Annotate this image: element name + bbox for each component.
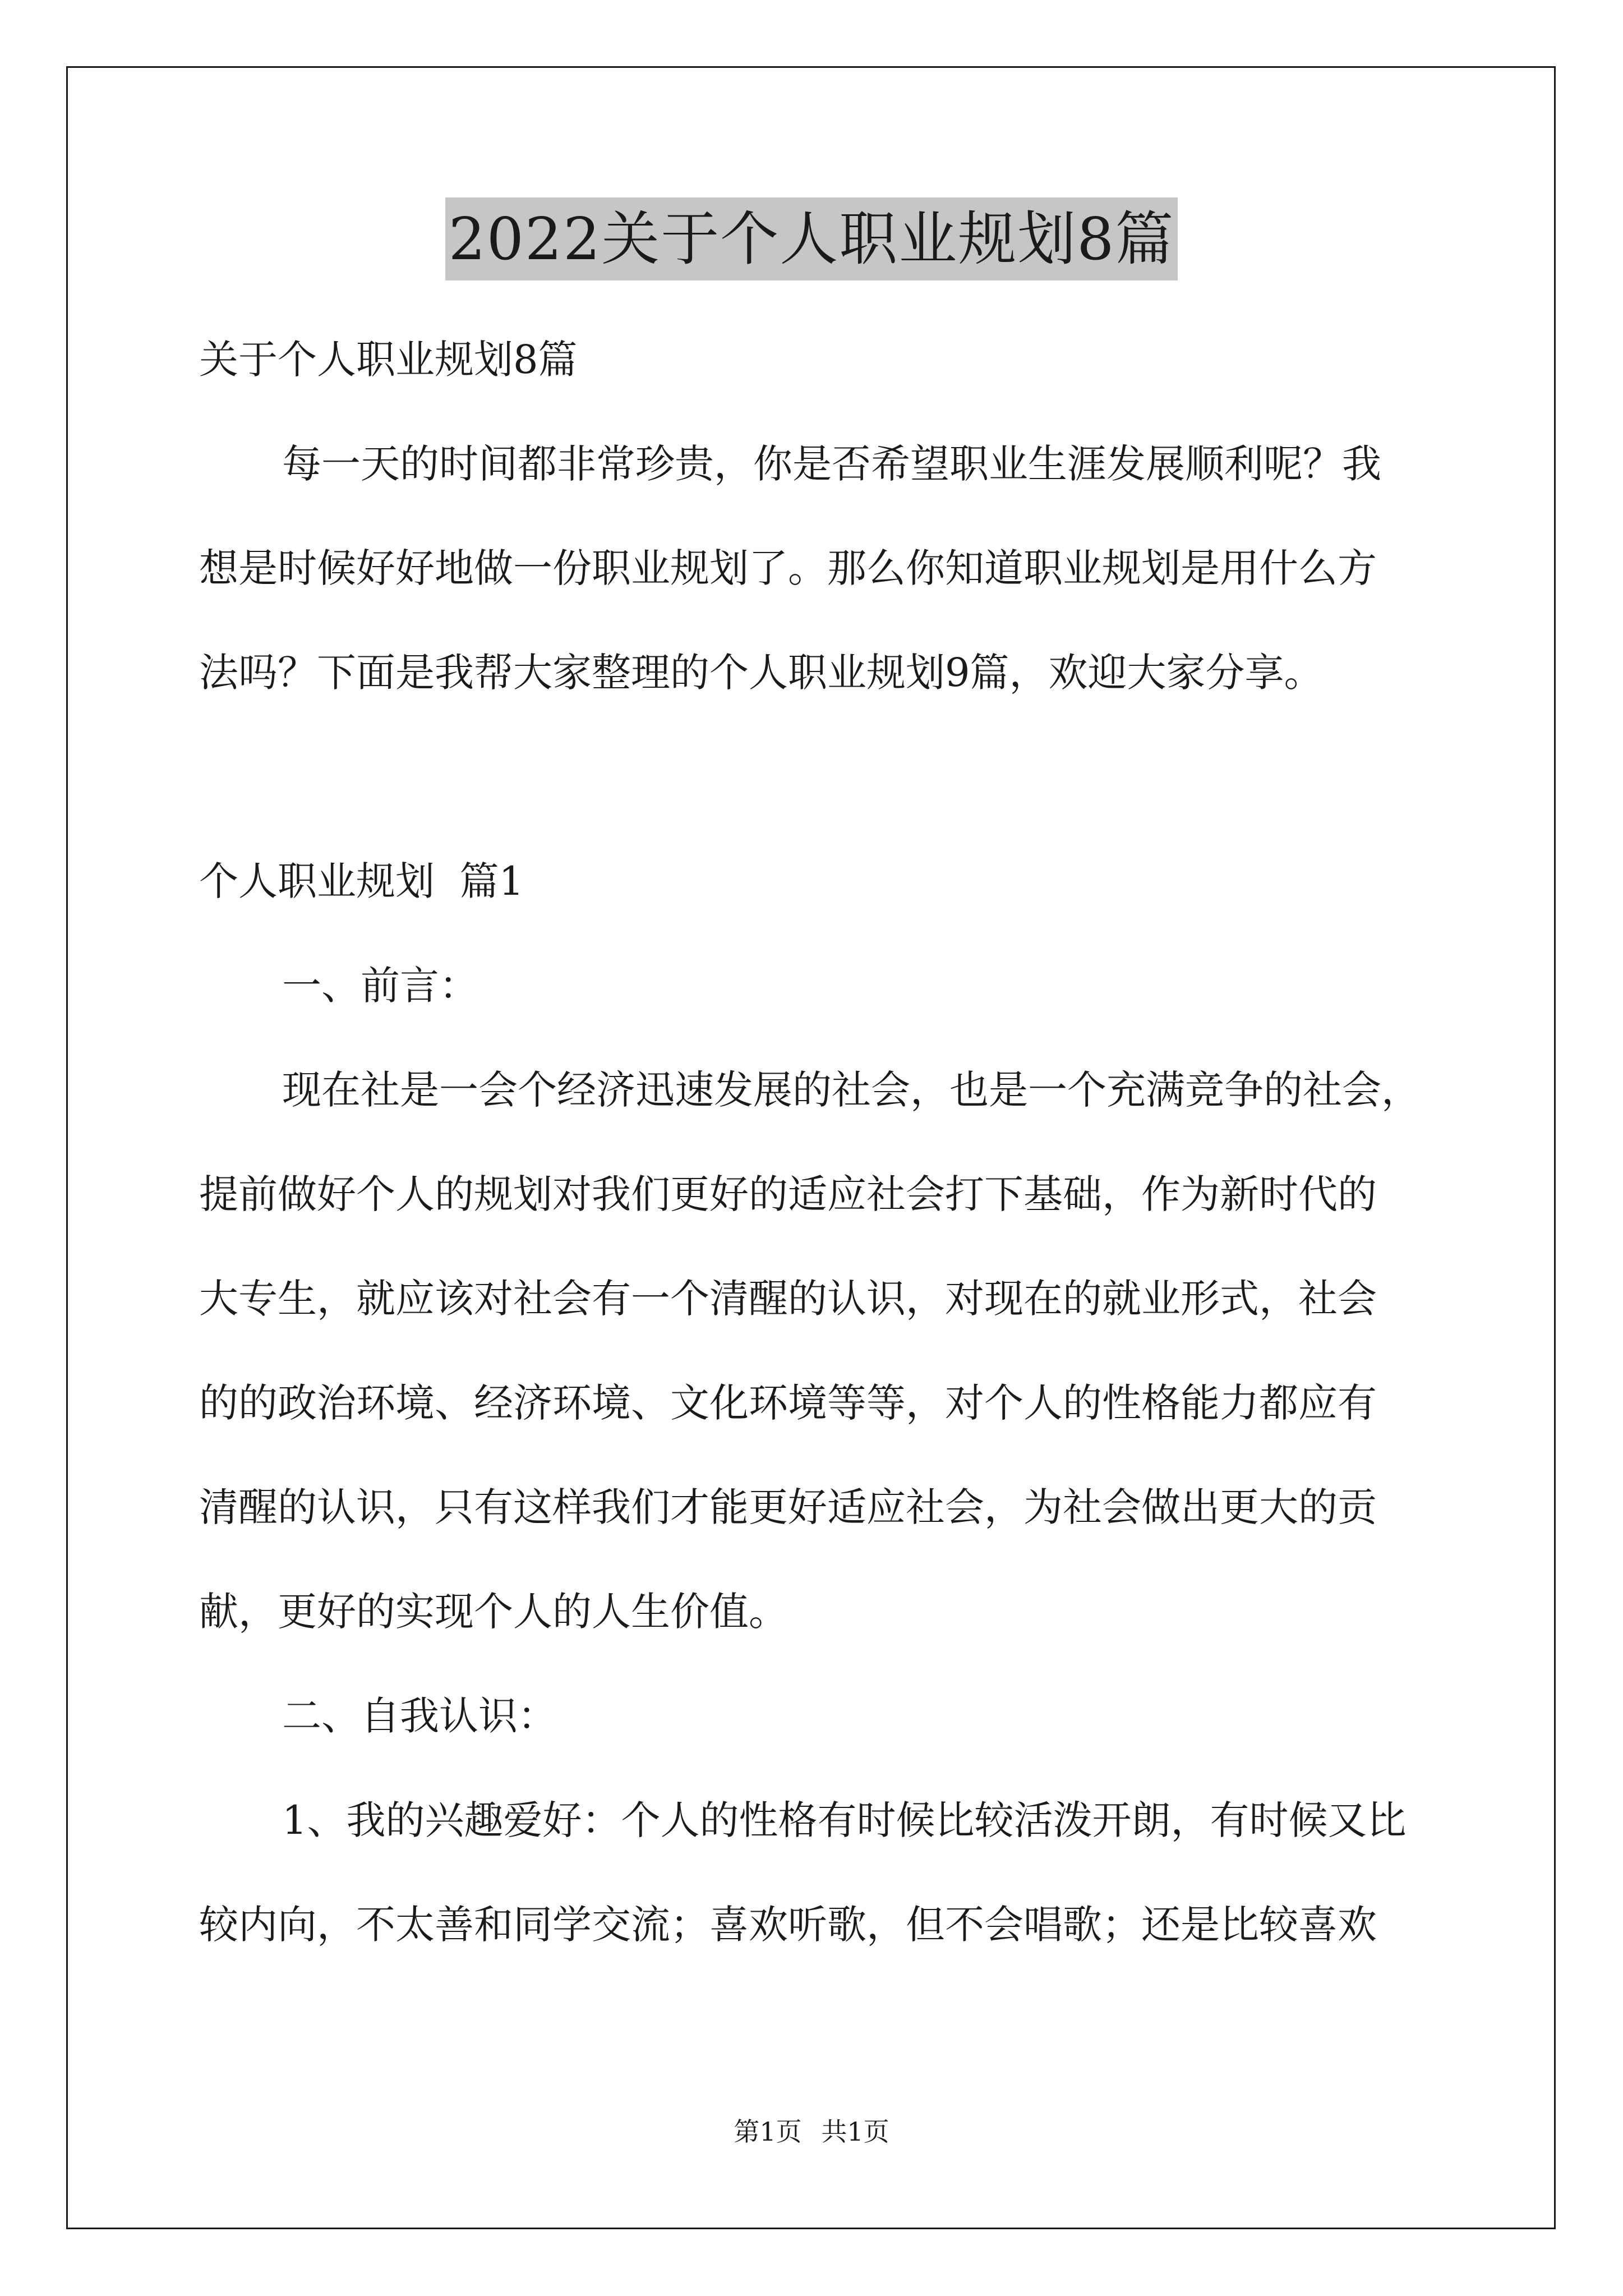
document-subtitle: 关于个人职业规划8篇 bbox=[199, 337, 578, 383]
preface-line: 的的政治环境、经济环境、文化环境等等，对个人的性格能力都应有 bbox=[199, 1380, 1377, 1426]
preface-line: 献，更好的实现个人的人生价值。 bbox=[199, 1589, 788, 1635]
preface-line: 提前做好个人的规划对我们更好的适应社会打下基础，作为新时代的 bbox=[199, 1171, 1377, 1217]
page-number-current: 第1页 bbox=[734, 2116, 802, 2147]
intro-line: 每一天的时间都非常珍贵，你是否希望职业生涯发展顺利呢？我 bbox=[282, 441, 1381, 487]
self-heading: 二、自我认识： bbox=[282, 1693, 557, 1739]
preface-line: 大专生，就应该对社会有一个清醒的认识，对现在的就业形式，社会 bbox=[199, 1276, 1377, 1322]
preface-heading: 一、前言： bbox=[282, 963, 478, 1009]
interest-line: 1、我的兴趣爱好：个人的性格有时候比较活泼开朗，有时候又比 bbox=[282, 1797, 1407, 1843]
document-title: 2022关于个人职业规划8篇 bbox=[445, 197, 1178, 280]
page-number-total: 共1页 bbox=[821, 2116, 889, 2147]
section-heading: 个人职业规划 篇1 bbox=[199, 858, 524, 904]
title-wrap bbox=[0, 197, 1623, 280]
interest-line: 较内向，不太善和同学交流；喜欢听歌，但不会唱歌；还是比较喜欢 bbox=[199, 1902, 1377, 1948]
preface-line: 现在社是一会个经济迅速发展的社会，也是一个充满竞争的社会， bbox=[282, 1067, 1421, 1113]
intro-line: 法吗？下面是我帮大家整理的个人职业规划9篇，欢迎大家分享。 bbox=[199, 650, 1324, 696]
intro-line: 想是时候好好地做一份职业规划了。那么你知道职业规划是用什么方 bbox=[199, 545, 1377, 591]
preface-line: 清醒的认识，只有这样我们才能更好适应社会，为社会做出更大的贡 bbox=[199, 1484, 1377, 1530]
page-footer bbox=[0, 2115, 1623, 2148]
document-body bbox=[199, 307, 1455, 1977]
spacer bbox=[199, 725, 1455, 829]
